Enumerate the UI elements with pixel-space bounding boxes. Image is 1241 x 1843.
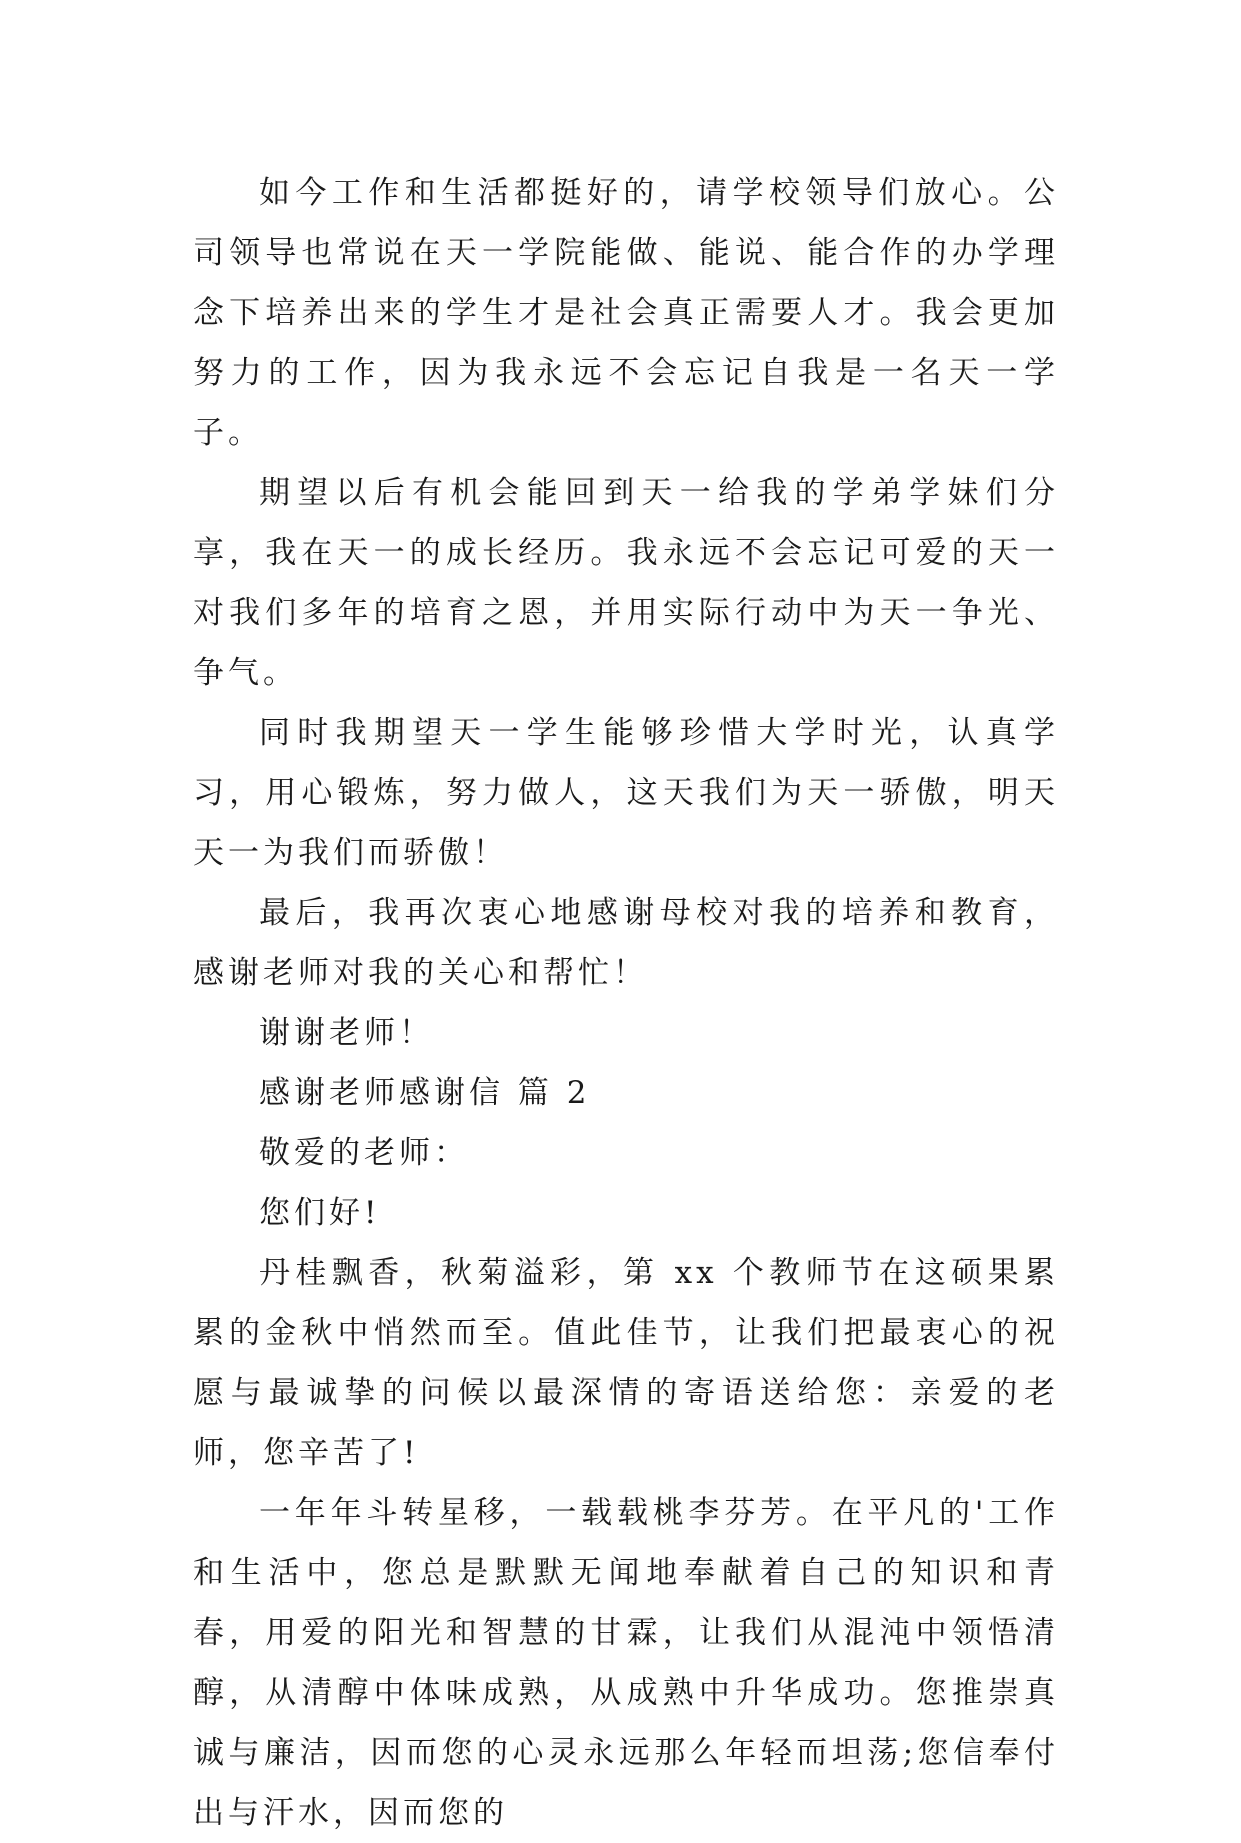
paragraph-2: 期望以后有机会能回到天一给我的学弟学妹们分享，我在天一的成长经历。我永远不会忘记可爱的天一对我们多年的培育之恩，并用实际行动中为天一争光、争气。 — [193, 475, 1059, 691]
salutation: 敬爱的老师： — [259, 1135, 469, 1171]
greeting: 您们好! — [259, 1195, 381, 1231]
section-heading: 感谢老师感谢信 篇 2 — [259, 1075, 591, 1111]
document-body — [193, 163, 1059, 1843]
paragraph-6: 一年年斗转星移，一载载桃李芬芳。在平凡的'工作和生活中，您总是默默无闻地奉献着自己的知识和青春，用爱的阳光和智慧的甘霖，让我们从混沌中领悟清醇，从清醇中体味成熟，从成熟中升华成功。您推崇真诚与廉洁，因而您的心灵永远那么年轻而坦荡;您信奉付出与汗水，因而您的 — [193, 1495, 1059, 1831]
paragraph-4: 最后，我再次衷心地感谢母校对我的培养和教育，感谢老师对我的关心和帮忙！ — [193, 895, 1059, 991]
paragraph-5: 丹桂飘香，秋菊溢彩，第 xx 个教师节在这硕果累累的金秋中悄然而至。值此佳节，让我们把最衷心的祝愿与最诚挚的问候以最深情的寄语送给您：亲爱的老师，您辛苦了! — [193, 1255, 1059, 1471]
paragraph-3: 同时我期望天一学生能够珍惜大学时光，认真学习，用心锻炼，努力做人，这天我们为天一骄傲，明天天一为我们而骄傲！ — [193, 715, 1059, 871]
paragraph-1: 如今工作和生活都挺好的，请学校领导们放心。公司领导也常说在天一学院能做、能说、能合作的办学理念下培养出来的学生才是社会真正需要人才。我会更加努力的工作，因为我永远不会忘记自我是一名天一学子。 — [193, 175, 1059, 451]
paragraph-thanks: 谢谢老师！ — [259, 1015, 434, 1051]
